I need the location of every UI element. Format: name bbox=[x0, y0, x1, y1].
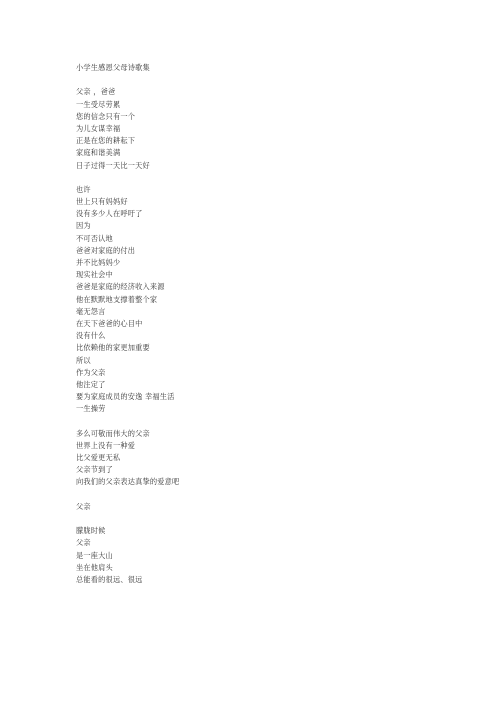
poem-line: 也许 bbox=[76, 184, 91, 194]
poem-line: 毫无怨言 bbox=[76, 306, 106, 316]
poem-line: 多么可敬而伟大的父亲 bbox=[76, 428, 150, 438]
poem-line: 现实社会中 bbox=[76, 270, 113, 280]
poem-line: 家庭和谐美满 bbox=[76, 148, 121, 158]
poem-line: 一生操劳 bbox=[76, 404, 106, 414]
poem-line: 日子过得一天比一天好 bbox=[76, 160, 150, 170]
poem-line: 他注定了 bbox=[76, 379, 106, 389]
poem-line: 坐在他肩头 bbox=[76, 562, 113, 572]
poem-line: 比依赖他的家更加重要 bbox=[76, 343, 150, 353]
poem-line: 不可否认地 bbox=[76, 233, 113, 243]
poem-line: 父亲 bbox=[76, 538, 91, 548]
poem-line: 朦胧时候 bbox=[76, 526, 106, 536]
document-title: 小学生感恩父母诗歌集 bbox=[76, 63, 150, 72]
poem-line: 世上只有妈妈好 bbox=[76, 197, 128, 207]
poem-line: 比父爱更无私 bbox=[76, 453, 121, 462]
spacer bbox=[76, 489, 436, 501]
spacer bbox=[76, 172, 436, 184]
poem-line: 作为父亲 bbox=[76, 367, 106, 377]
poem-line: 他在默默地支撑着整个家 bbox=[76, 294, 158, 304]
poem-subtitle: 父亲 bbox=[76, 501, 91, 511]
poem-line: 向我们的父亲表达真挚的爱意吧 bbox=[76, 477, 180, 487]
poem-line: 正是在您的耕耘下 bbox=[76, 136, 136, 146]
poem-line: 在天下爸爸的心目中 bbox=[76, 318, 143, 328]
poem-stanza-3 bbox=[76, 428, 436, 489]
spacer bbox=[76, 513, 436, 525]
poem-line: 一生受尽劳累 bbox=[76, 99, 121, 109]
poem-line: 父亲 ，爸爸 bbox=[76, 87, 116, 97]
poem-line: 所以 bbox=[76, 355, 91, 365]
poem-line: 父亲节到了 bbox=[76, 465, 113, 475]
poem-line: 为儿女谋幸福 bbox=[76, 123, 121, 133]
spacer bbox=[76, 74, 436, 86]
poem-stanza-1 bbox=[76, 86, 436, 171]
poem-stanza-2 bbox=[76, 184, 436, 416]
poem-line: 要为家庭成员的安逸 幸福生活 bbox=[76, 392, 175, 402]
poem-line: 爸爸是家庭的经济收入来源 bbox=[76, 282, 165, 292]
poem-content bbox=[76, 62, 436, 586]
poem-line: 没有什么 bbox=[76, 331, 106, 341]
poem-line: 您的信念只有一个 bbox=[76, 111, 136, 121]
poem-heading bbox=[76, 501, 436, 513]
poem-line: 总能看的很远、很远 bbox=[76, 574, 143, 584]
poem-line: 是一座大山 bbox=[76, 550, 113, 560]
poem-line: 爸爸对家庭的付出 bbox=[76, 245, 136, 255]
poem-line: 世界上没有一种爱 bbox=[76, 440, 136, 450]
spacer bbox=[76, 415, 436, 427]
poem-line: 并不比妈妈少 bbox=[76, 258, 121, 267]
poem-stanza-4 bbox=[76, 525, 436, 586]
poem-line: 因为 bbox=[76, 221, 91, 231]
poem-line: 没有多少人在呼吁了 bbox=[76, 209, 143, 219]
